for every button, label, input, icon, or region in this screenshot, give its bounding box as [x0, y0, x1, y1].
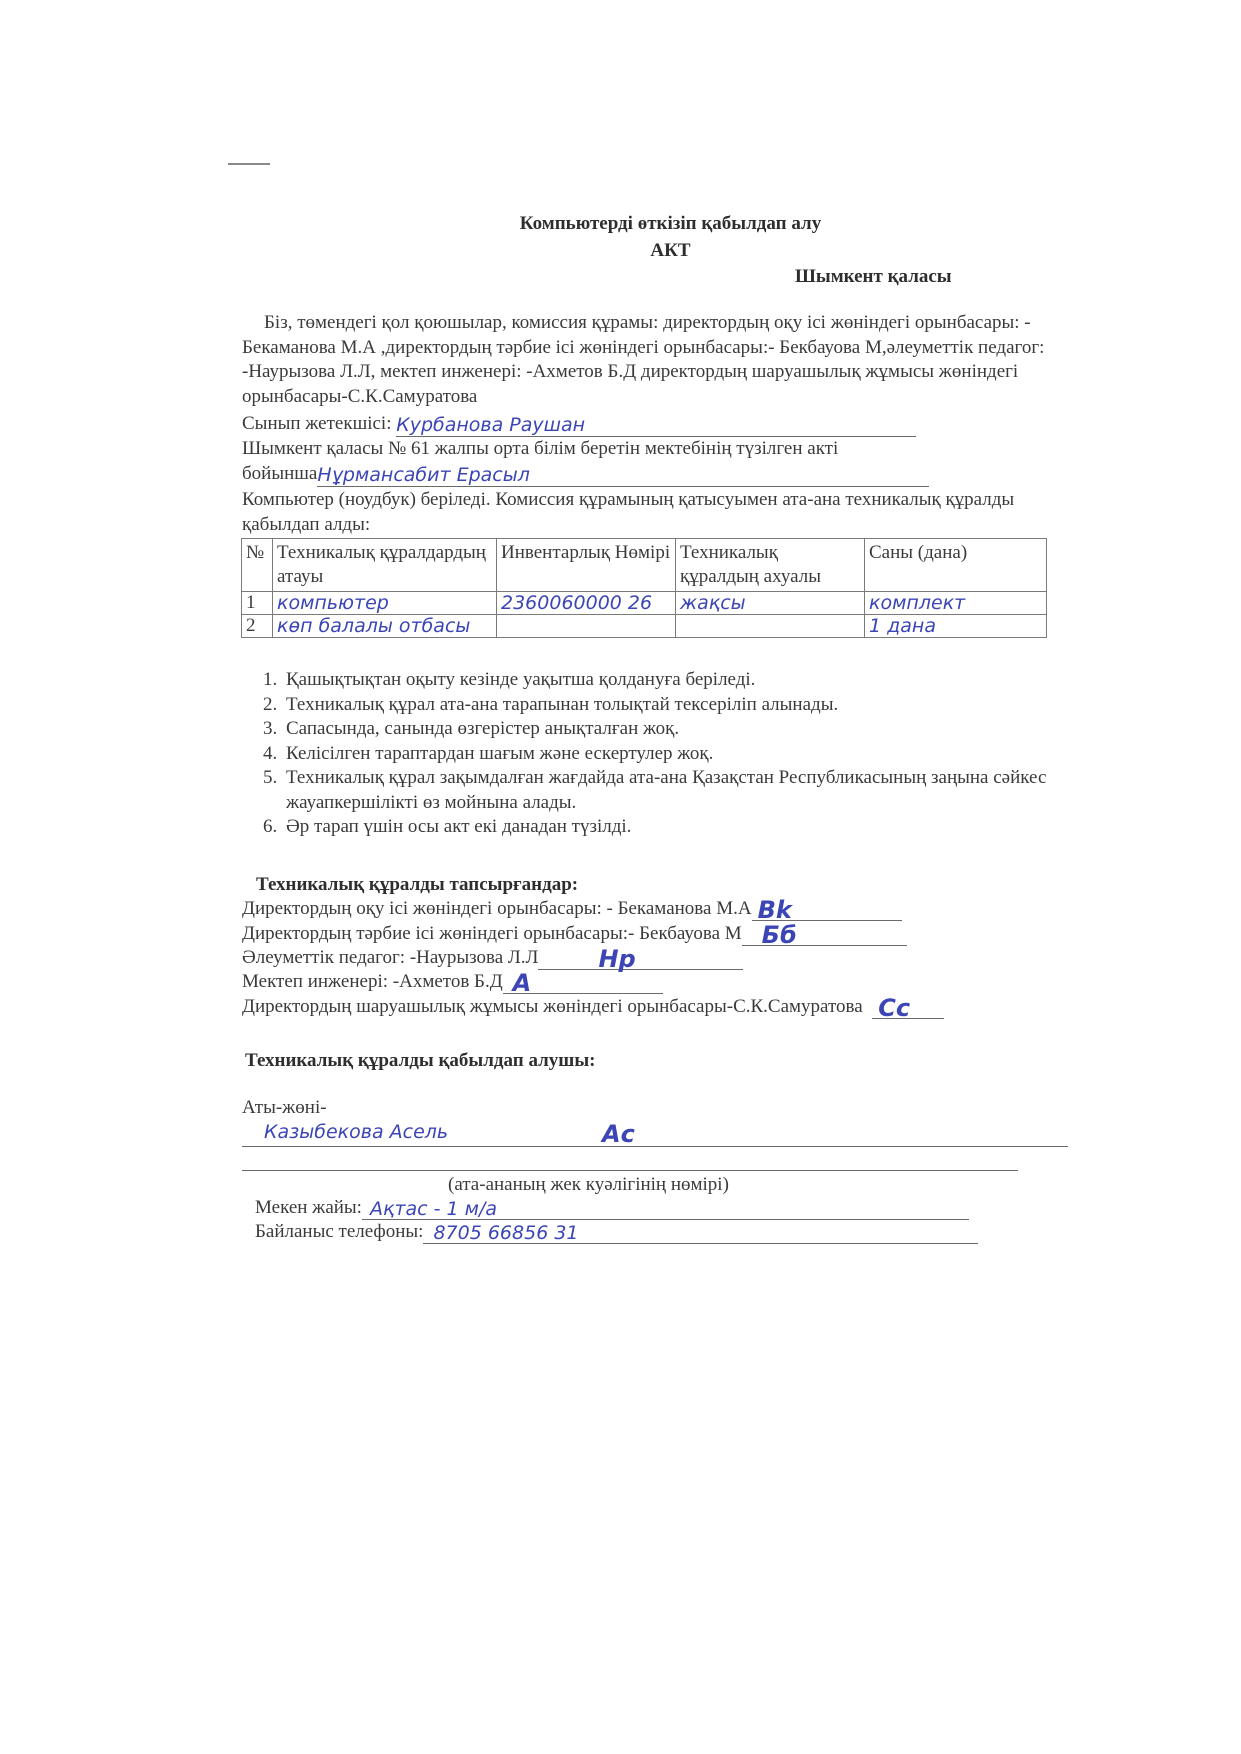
address-value: Ақтас - 1 м/а — [369, 1198, 498, 1220]
signer-label: Директордың тәрбие ісі жөніндегі орынбасары:- Бекбауова М — [242, 923, 742, 944]
table-header-row — [242, 539, 1047, 592]
signer-label: Директордың оқу ісі жөніндегі орынбасары: - Бекаманова М.А — [242, 898, 752, 919]
transfer-text: Компьютер (ноудбук) беріледі. Комиссия құрамының қатысуымен ата-ана техникалық құралды қабылдап алды: — [242, 489, 1015, 535]
term-item: 1. Қашықтықтан оқыту кезінде уақытша қолдануға беріледі. — [282, 668, 1082, 693]
handover-heading: Техникалық құралды тапсырғандар: — [256, 874, 579, 895]
receiver-name-label: Аты-жөні- — [242, 1097, 327, 1118]
cell-condition: жақсы — [676, 592, 865, 615]
signature-mark: Сс — [878, 994, 911, 1022]
header-name: Техникалық құралдардың атауы — [273, 539, 497, 592]
class-teacher-value: Курбанова Раушан — [396, 414, 586, 436]
header-inventory: Инвентарлық Нөмірі — [497, 539, 676, 592]
class-teacher-label: Сынып жетекшісі: — [242, 413, 392, 434]
cell-qty: комплект — [865, 592, 1047, 615]
term-item: 2. Техникалық құрал ата-ана тарапынан толықтай тексеріліп алынады. — [282, 693, 1082, 718]
phone-value: 8705 66856 31 — [433, 1222, 579, 1244]
header-no: № — [242, 539, 273, 592]
according-label: бойынша — [242, 463, 318, 484]
term-item: 4. Келісілген тараптардан шағым және ескертулер жоқ. — [282, 742, 1082, 767]
cell-qty: 1 дана — [865, 615, 1047, 638]
scan-mark — [228, 163, 270, 165]
table-row — [242, 615, 1047, 638]
cell-name: көп балалы отбасы — [273, 615, 497, 638]
signer-row — [242, 994, 944, 1022]
signature-mark: А — [512, 969, 532, 997]
signer-label: Директордың шаруашылық жұмысы жөніндегі орынбасары-С.К.Самуратова — [242, 996, 863, 1017]
receiver-signature: Ас — [602, 1120, 635, 1148]
phone-field — [255, 1220, 978, 1244]
signer-row — [242, 921, 907, 949]
document-title: Компьютерді өткізіп қабылдап алу — [519, 213, 822, 234]
cell-inventory: 2360060000 26 — [497, 592, 676, 615]
address-field — [255, 1196, 969, 1220]
city-label: Шымкент қаласы — [795, 266, 952, 287]
class-teacher-field — [242, 411, 916, 437]
id-number-caption: (ата-ананың жек куәлігінің нөмірі) — [448, 1174, 729, 1195]
header-condition: Техникалық құралдың ахуалы — [676, 539, 865, 592]
table-row — [242, 592, 1047, 615]
signature-mark: Бб — [761, 921, 797, 949]
receiver-heading: Техникалық құралды қабылдап алушы: — [245, 1050, 596, 1071]
according-value: Нұрмансабит Ерасыл — [317, 464, 530, 486]
signature-field — [538, 945, 743, 973]
cell-inventory — [497, 615, 676, 638]
signer-label: Мектеп инженері: -Ахметов Б.Д — [242, 971, 503, 992]
term-item: 6. Әр тарап үшін осы акт екі данадан түзілді. — [282, 815, 1082, 840]
phone-label: Байланыс телефоны: — [255, 1221, 424, 1242]
equipment-table — [241, 538, 1047, 638]
signer-row — [242, 896, 902, 924]
id-number-field — [242, 1150, 1018, 1171]
intro-paragraph — [242, 311, 1072, 409]
signature-field — [872, 994, 944, 1022]
receiver-name-field — [242, 1120, 1068, 1147]
signature-mark: Нр — [598, 945, 636, 973]
cell-condition — [676, 615, 865, 638]
signature-field — [752, 896, 902, 924]
header-qty: Саны (дана) — [865, 539, 1047, 592]
signature-mark: Bk — [757, 896, 792, 924]
term-item: 5. Техникалық құрал зақымдалған жағдайда ата-ана Қазақстан Республикасының заңына сәйкес жауапкершілікті өз мойнына алады. — [282, 766, 1082, 815]
receiver-name-value: Казыбекова Асель — [264, 1121, 449, 1143]
address-label: Мекен жайы: — [255, 1197, 362, 1218]
according-field — [242, 461, 929, 487]
signature-field — [742, 921, 907, 949]
signer-row — [242, 945, 743, 973]
signer-label: Әлеуметтік педагог: -Наурызова Л.Л — [242, 947, 539, 968]
cell-name: компьютер — [273, 592, 497, 615]
cell-no: 2 — [242, 615, 273, 638]
school-line: Шымкент қаласы № 61 жалпы орта білім беретін мектебінің түзілген акті — [242, 438, 839, 459]
signer-row — [242, 969, 663, 997]
term-item: 3. Сапасында, санында өзгерістер анықталған жоқ. — [282, 717, 1082, 742]
terms-list — [256, 668, 1082, 840]
signature-field — [503, 969, 663, 997]
cell-no: 1 — [242, 592, 273, 615]
document-subtitle: АКТ — [650, 240, 691, 261]
intro-text: Біз, төмендегі қол қоюшылар, комиссия құрамы: директордың оқу ісі жөніндегі орынбасары: - Бекаманова М.А ,директордың тәрбие ісі жөніндегі орынбасары:- Бекбауова М,әлеуметтік педагог: -Наурызова Л.Л, мектеп инженері: -Ахметов Б.Д директордың шаруашылық жұмысы жөніндегі орынбасары-С.К.Самуратова — [242, 312, 1045, 407]
